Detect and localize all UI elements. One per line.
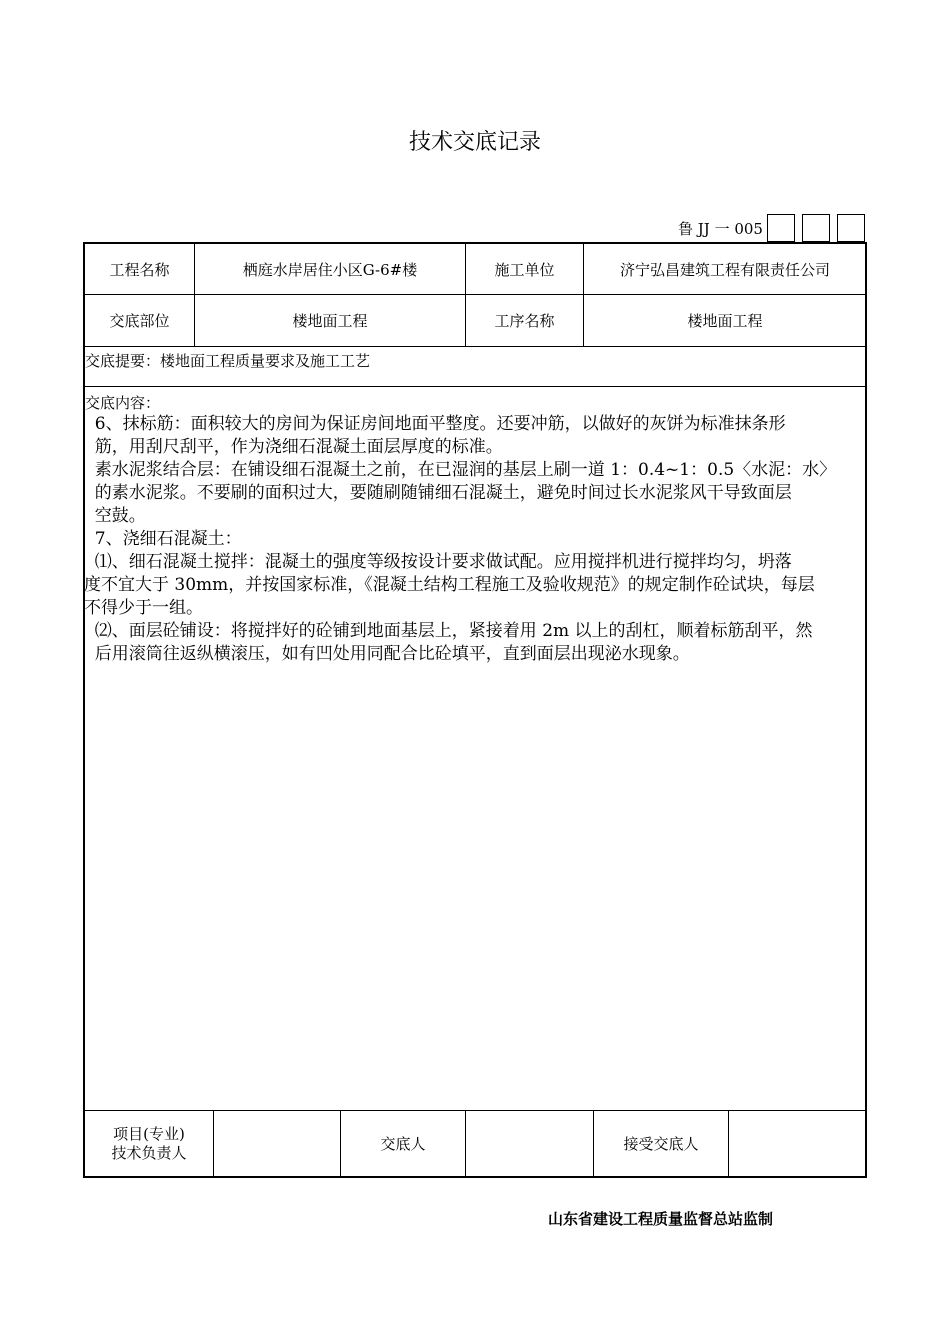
- content-label: 交底内容：: [85, 394, 161, 412]
- tech-lead-label-line2: 技术负责人: [111, 1143, 187, 1162]
- receiver-label: 接受交底人: [623, 1135, 699, 1153]
- content-line: 的素水泥浆。不要刷的面积过大，要随刷随铺细石混凝土，避免时间过长水泥浆风干导致面层: [84, 483, 792, 503]
- content-line: ⑵、面层砼铺设：将搅拌好的砼铺到地面基层上，紧接着用 2m 以上的刮杠，顺着标筋刮平，然: [84, 621, 813, 641]
- content-line: 后用滚筒往返纵横滚压，如有凹处用同配合比砼填平，直到面层出现泌水现象。: [84, 644, 690, 664]
- content-line: ⑴、细石混凝土搅拌：混凝土的强度等级按设计要求做试配。应用搅拌机进行搅拌均匀，坍落: [84, 552, 792, 572]
- receiver-value[interactable]: [729, 1111, 866, 1176]
- content-line: 6、抹标筋：面积较大的房间为保证房间地面平整度。还要冲筋，以做好的灰饼为标准抹条形: [84, 414, 786, 434]
- presenter-value[interactable]: [466, 1111, 593, 1176]
- code-box-3: [837, 214, 865, 242]
- code-box-2: [802, 214, 830, 242]
- tech-lead-label: [85, 1111, 213, 1176]
- code-box-1: [767, 214, 795, 242]
- content-line: 空鼓。: [84, 506, 146, 526]
- form-code: 鲁 JJ 一 005: [678, 220, 763, 238]
- project-name-value: 栖庭水岸居住小区G-6#楼: [242, 260, 418, 279]
- content-line: 7、浇细石混凝土：: [84, 529, 242, 549]
- summary: 交底提要：楼地面工程质量要求及施工工艺: [85, 352, 371, 370]
- project-name-label: 工程名称: [109, 260, 170, 279]
- location-value: 楼地面工程: [292, 312, 368, 330]
- contractor-label: 施工单位: [494, 260, 555, 279]
- row-divider: [84, 346, 866, 347]
- content-line: 筋，用刮尺刮平，作为浇细石混凝土面层厚度的标准。: [84, 437, 503, 457]
- tech-lead-label-line1: 项目(专业): [113, 1124, 185, 1143]
- content-body: [84, 413, 866, 666]
- process-value: 楼地面工程: [687, 312, 763, 330]
- process-label: 工序名称: [494, 312, 555, 330]
- contractor-value: 济宁弘昌建筑工程有限责任公司: [619, 260, 830, 279]
- footer-issuer: 山东省建设工程质量监督总站监制: [548, 1210, 774, 1228]
- content-line: 度不宜大于 30mm，并按国家标准，《混凝土结构工程施工及验收规范》的规定制作砼试块，每层: [84, 575, 815, 595]
- location-label: 交底部位: [109, 312, 170, 330]
- content-line: 不得少于一组。: [84, 598, 203, 618]
- content-line: 素水泥浆结合层：在铺设细石混凝土之前，在已湿润的基层上刷一道 1：0.4~1：0.5〈水泥：水〉: [84, 460, 837, 480]
- form-table: [83, 242, 867, 1178]
- page-title: 技术交底记录: [408, 130, 541, 155]
- row-divider: [84, 386, 866, 387]
- tech-lead-value[interactable]: [214, 1111, 340, 1176]
- presenter-label: 交底人: [380, 1135, 426, 1153]
